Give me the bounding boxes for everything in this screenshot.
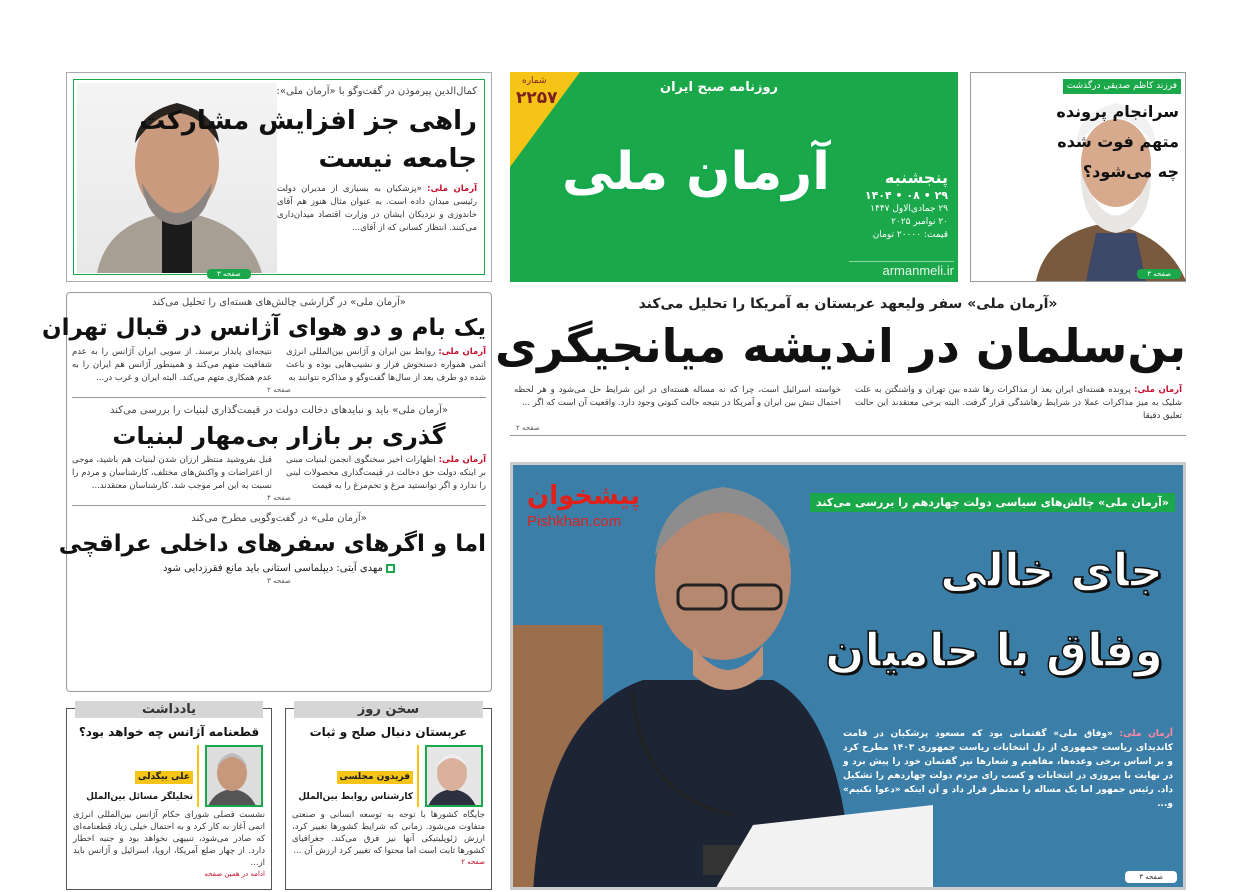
author-role: کارشناس روابط بین‌الملل bbox=[298, 792, 413, 802]
page-tag[interactable]: صفحه ۳ bbox=[1125, 871, 1177, 883]
column-text bbox=[73, 809, 265, 879]
top-right-story[interactable] bbox=[970, 72, 1186, 282]
headline[interactable]: بن‌سلمان در اندیشه میانجیگری bbox=[494, 319, 1186, 373]
price: قیمت: ۲۰۰۰۰ تومان bbox=[872, 230, 948, 240]
headline[interactable]: عربستان دنبال صلح و ثبات bbox=[309, 725, 468, 739]
date-block bbox=[865, 168, 948, 242]
subhead-text: مهدی آیتی: دیپلماسی استانی باید مانع فقرزدایی شود bbox=[162, 563, 383, 574]
watermark-fa: پیشخوان bbox=[527, 481, 640, 511]
left-story-2[interactable] bbox=[72, 404, 486, 506]
headline-line-3[interactable]: چه می‌شود؟ bbox=[1082, 162, 1179, 181]
author-photo bbox=[205, 745, 263, 807]
column-word[interactable] bbox=[285, 702, 492, 890]
page-ref[interactable]: صفحه ۲ bbox=[516, 424, 540, 432]
headline[interactable]: یک بام و دو هوای آژانس در قبال تهران bbox=[42, 315, 486, 341]
section-label: سخن روز bbox=[294, 701, 483, 718]
hero-headline-1[interactable]: جای خالی bbox=[940, 543, 1163, 597]
body-text: «وفاق ملی» گفتمانی بود که مسعود پزشکیان در قامت کاندیدای ریاست جمهوری از دل انتخابات ریاست جمهوری ۱۴۰۳ مطرح کرد و بر اساس برخی وعده‌ها، مفاهیم و شعارها نیز گفتمان خود را پیش برد و در نهایت با پیروزی در انتخابات و کسب رای مردم دولت چهاردهم را تشکیل داد. رئیس جمهور اما یک مساله را مدنظر قرار داد و آن اینکه «دعوا نکنیم» و... bbox=[843, 729, 1173, 809]
page-ref[interactable]: صفحه ۳ bbox=[267, 577, 291, 585]
kicker: کمال‌الدین پیرموذن در گفت‌وگو با «آرمان ملی»: bbox=[276, 86, 477, 97]
column-note[interactable] bbox=[66, 702, 272, 890]
main-col-1 bbox=[855, 384, 1182, 423]
left-story-3[interactable] bbox=[58, 512, 486, 586]
author-role: تحلیلگر مسائل بین‌الملل bbox=[86, 792, 193, 802]
col-1 bbox=[286, 454, 486, 493]
subhead bbox=[72, 562, 486, 576]
kicker: «آرمان ملی» سفر ولیعهد عربستان به آمریکا را تحلیل می‌کند bbox=[638, 296, 1058, 312]
author-name: فریدون مجلسی bbox=[337, 771, 413, 784]
headline[interactable]: گذری بر بازار بی‌مهار لبنیات bbox=[112, 422, 446, 450]
body-text: اظهارات اخیر سخنگوی انجمن لبنیات مبنی بر اینکه دولت حق دخالت در قیمت‌گذاری محصولات لبنی را ندارد و اگر توانستید مرغ و تخم‌مرغ را به قیمت bbox=[286, 455, 486, 491]
col-2: نتیجه‌ای پایدار برسند. از سویی ایران آژانس را به عدم شفافیت متهم می‌کند و همینطور آژانس هم ایران را به عدم همکاری متهم می‌کند. البته ایران و غرب در... bbox=[72, 347, 272, 383]
headline-line-1[interactable]: راهی جز افزایش مشارکت bbox=[139, 106, 477, 136]
left-stories bbox=[42, 296, 487, 688]
kicker: «آرمان ملی» در گفت‌وگویی مطرح می‌کند bbox=[191, 513, 367, 524]
page-tag[interactable]: صفحه ۳ bbox=[1137, 269, 1181, 279]
hero-label: «آرمان ملی» چالش‌های سیاسی دولت چهاردهم را بررسی می‌کند bbox=[810, 493, 1175, 512]
lead-label: آرمان ملی: bbox=[438, 347, 487, 357]
continue-link[interactable]: ادامه در همین صفحه bbox=[204, 870, 265, 878]
col-1 bbox=[286, 346, 486, 385]
watermark-en: Pishkhan.com bbox=[527, 513, 622, 530]
date-solar: ۲۹ • ۰۸ • ۱۴۰۴ bbox=[864, 189, 948, 202]
hero-story[interactable] bbox=[510, 462, 1186, 890]
kicker: «آرمان ملی» در گزارشی چالش‌های هسته‌ای را تحلیل می‌کند bbox=[152, 297, 406, 308]
watermark bbox=[527, 479, 640, 531]
lead-label: آرمان ملی: bbox=[1119, 729, 1174, 739]
lead-label: آرمان ملی: bbox=[1134, 385, 1182, 395]
column-body: نشست فصلی شورای حکام آژانس بین‌المللی انرژی اتمی آغاز به کار کرد و به احتمال خیلی زیاد قطعنامه‌ای که صادر می‌شود، تنبیهی نخواهد بود و جنبه اخطار دارد. از چهار ضلع آمریکا، اروپا، اسرائیل و آژانس باید از... bbox=[73, 810, 265, 868]
hero-body bbox=[843, 727, 1173, 811]
page-ref[interactable]: صفحه ۲ bbox=[267, 386, 291, 394]
date-lunar: ۲۹ جمادی‌الاول ۱۴۴۷ bbox=[870, 204, 948, 214]
body-text: روابط بین ایران و آژانس بین‌المللی انرژی اتمی همواره دستخوش فراز و نشیب‌هایی بوده و باعث شده دو طرف بعد از سال‌ها گفت‌وگو و مذاکره نتوانند به bbox=[286, 347, 486, 383]
continue-link[interactable]: صفحه ۲ bbox=[461, 858, 485, 866]
main-col-2: خواسته اسرائیل است، چرا که نه مساله هسته‌ای در این شرایط حل می‌شود و هر لحظه احتمال تنش بین ایران و آمریکا در نتیجه حالت کنونی وجود دارد. واقعیت آن است که اگر ... bbox=[514, 385, 841, 408]
headline-line-1[interactable]: سرانجام پرونده bbox=[1056, 102, 1179, 121]
column-body: جایگاه کشورها با توجه به توسعه انسانی و صنعتی متفاوت می‌شود. زمانی که شرایط کشورها تغییر کرد، ارزش ژئوپلیتیکی آنها نیز فرق می‌کند. جغرافیای کشورها ثابت است اما محتوا که تغییر کرد ارزش آن ... bbox=[292, 810, 485, 856]
hero-headline-2[interactable]: وفاق با حامیان bbox=[825, 623, 1163, 677]
col-2: قبل بفروشید منتظر ارزان شدن لبنیات هم باشید، موجی از اعتراضات و واکنش‌های مختلف، کارشناسان و مردم را نسبت به این امر موجب شد. کارشناسان معتقدند... bbox=[72, 455, 272, 491]
issue-label: شماره bbox=[522, 76, 547, 86]
headline[interactable]: قطعنامه آژانس چه خواهد بود؟ bbox=[78, 725, 260, 739]
kicker: «آرمان ملی» باید و نبایدهای دخالت دولت در قیمت‌گذاری لبنیات را بررسی می‌کند bbox=[109, 405, 448, 416]
left-story-1[interactable] bbox=[42, 296, 487, 398]
story-label: فرزند کاظم صدیقی درگذشت bbox=[1063, 79, 1181, 94]
bullet-square-icon bbox=[386, 564, 395, 573]
weekday: پنجشنبه bbox=[884, 168, 948, 187]
author-photo bbox=[425, 745, 483, 807]
lead-label: آرمان ملی: bbox=[438, 455, 487, 465]
tagline: روزنامه صبح ایران bbox=[660, 80, 779, 95]
headline-line-2[interactable]: جامعه نیست bbox=[318, 144, 477, 174]
lead-label: آرمان ملی: bbox=[427, 184, 477, 194]
top-left-story[interactable] bbox=[66, 72, 492, 282]
page-tag[interactable]: صفحه ۳ bbox=[207, 269, 251, 279]
headline[interactable]: اما و اگرهای سفرهای داخلی عراقچی bbox=[58, 531, 486, 557]
author-name: علی بیگدلی bbox=[135, 771, 193, 784]
column-text bbox=[292, 809, 485, 867]
masthead bbox=[510, 72, 958, 282]
logo: آرمان ملی bbox=[562, 142, 830, 202]
body-text: پرونده هسته‌ای ایران بعد از مذاکرات رها شده بین تهران و واشنگتن به علت شلیک به میز مذاکرات عملا در شرایط رهاشدگی قرار گرفت. البته برخی معتقدند این حالت تعلیق دقیقا bbox=[855, 385, 1182, 421]
issue-number: ۲۲۵۷ bbox=[516, 88, 558, 108]
headline-line-2[interactable]: متهم فوت شده bbox=[1057, 132, 1179, 151]
story-body bbox=[277, 183, 477, 235]
date-gregorian: ۲۰ نوامبر ۲۰۲۵ bbox=[891, 217, 948, 227]
main-story[interactable] bbox=[494, 290, 1186, 455]
page-ref[interactable]: صفحه ۴ bbox=[267, 494, 291, 502]
website-link[interactable]: armanmeli.ir bbox=[882, 263, 954, 278]
section-label: یادداشت bbox=[75, 701, 263, 718]
body-text: «پزشکیان به بسیاری از مدیران دولت رئیسی میدان داده است. به عنوان مثال هنوز هم آقای خاندوزی و نزدیکان ایشان در وزارت اقتصاد میدان‌داری می‌کنند. انتظار کسانی که از آقای... bbox=[277, 184, 477, 233]
